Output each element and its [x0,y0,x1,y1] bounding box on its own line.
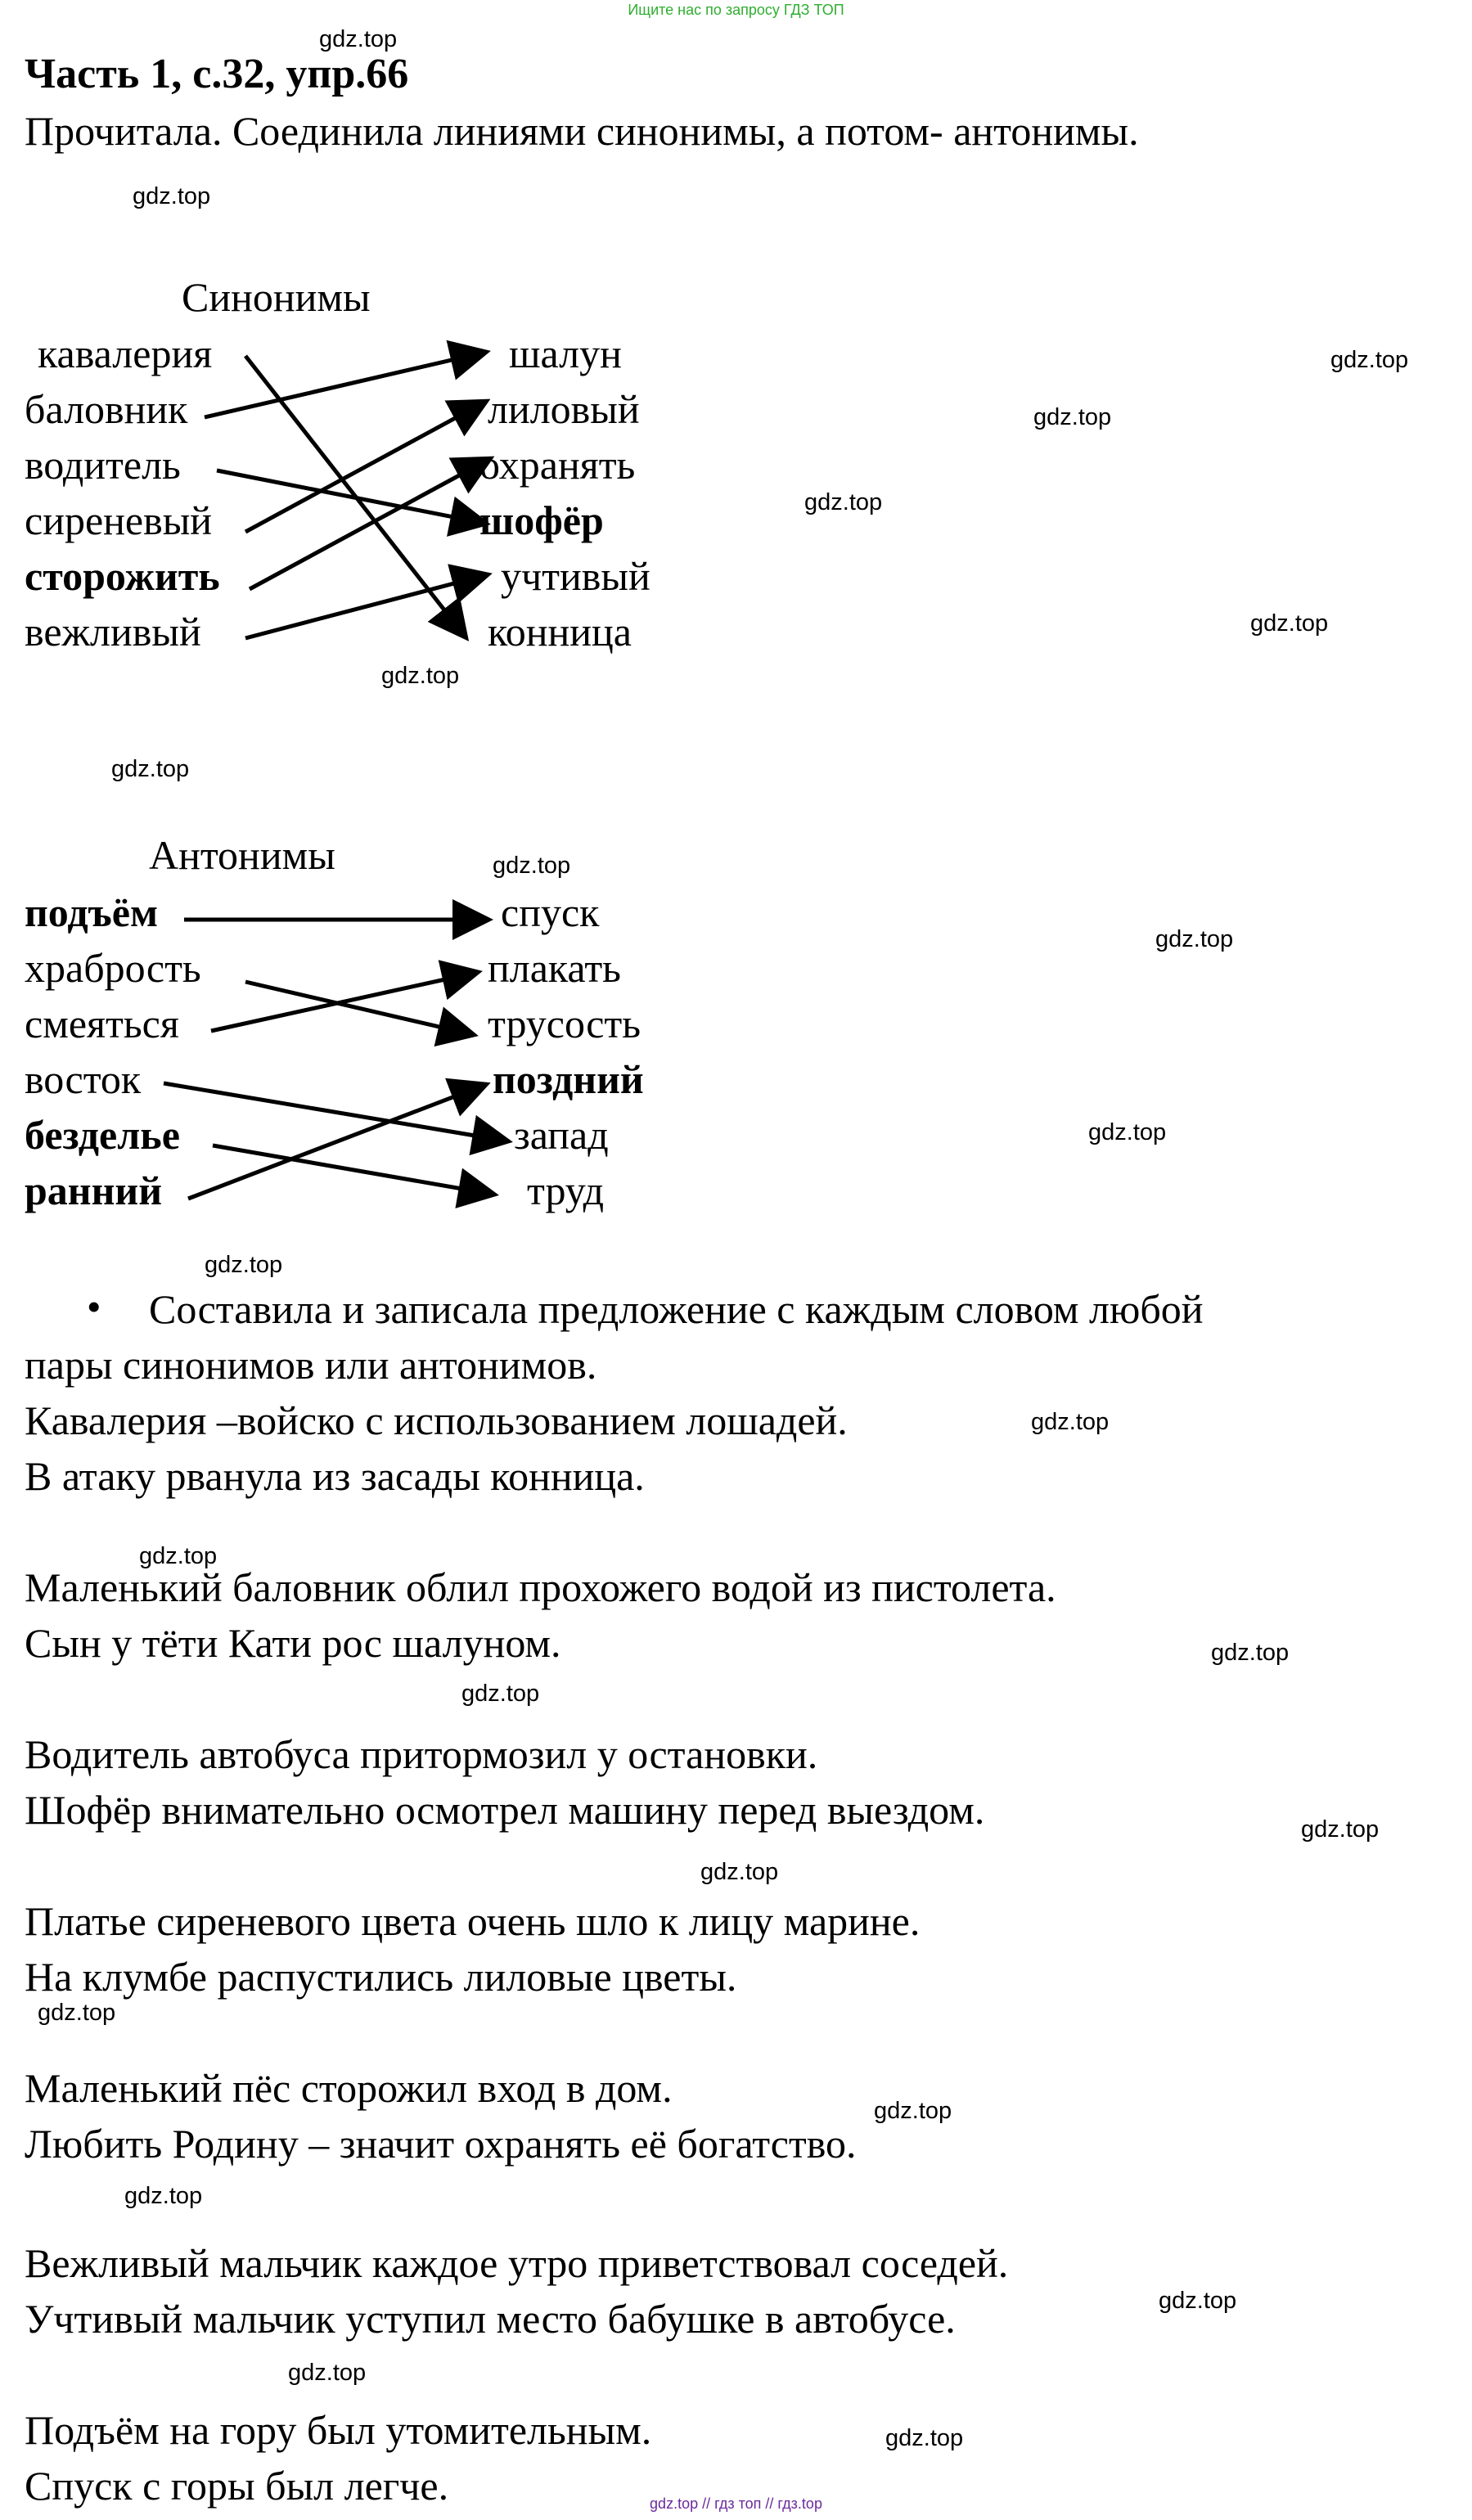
watermark: gdz.top [1031,1409,1110,1435]
syn-left-word: вежливый [25,609,201,655]
top-banner: Ищите нас по запросу ГДЗ ТОП [628,2,844,18]
watermark: gdz.top [38,2000,116,2026]
watermark: gdz.top [1250,610,1329,637]
watermark: gdz.top [205,1252,283,1278]
watermark: gdz.top [1330,347,1409,373]
ant-right-word: трусость [488,1001,641,1046]
sentence: Подъём на гору был утомительным. [25,2407,652,2453]
watermark: gdz.top [133,183,211,209]
arrow-ranny-pozdny [188,1084,487,1199]
page-title: Часть 1, с.32, упр.66 [25,51,409,97]
watermark: gdz.top [1033,404,1112,430]
task-line-1: Составила и записала предложение с каждым словом любой [149,1286,1204,1332]
sentence: Платье сиреневого цвета очень шло к лицу марине. [25,1898,921,1944]
watermark: gdz.top [1155,926,1234,952]
ant-right-word: плакать [488,945,621,991]
ant-right-word: труд [527,1168,605,1213]
bullet: • [87,1284,101,1330]
ant-left-word: храбрость [25,945,201,991]
sentence: Шофёр внимательно осмотрел машину перед выездом. [25,1787,985,1833]
watermark: gdz.top [381,663,460,689]
arrow-vostok-zapad [164,1083,509,1141]
sentence: Маленький баловник облил прохожего водой из пистолета. [25,1564,1056,1610]
synonyms-heading: Синонимы [182,274,371,320]
intro-text: Прочитала. Соединила линиями синонимы, а потом- антонимы. [25,108,1139,154]
footer: gdz.top // гдз топ // гдз.top [650,2495,822,2512]
arrow-vezhlivy-uchtivy [245,574,488,638]
syn-left-word: кавалерия [38,331,213,376]
task-line-2: пары синонимов или антонимов. [25,1342,597,1388]
watermark: gdz.top [111,756,190,782]
sentence: Водитель автобуса притормозил у остановки. [25,1731,818,1777]
watermark: gdz.top [804,489,883,515]
antonyms-heading: Антонимы [149,832,335,878]
syn-left-word: баловник [25,386,188,432]
syn-left-word: сторожить [25,553,220,599]
watermark: gdz.top [874,2098,952,2124]
watermark: gdz.top [1211,1640,1290,1666]
sentence: На клумбе распустились лиловые цветы. [25,1954,737,2000]
sentence: Сын у тёти Кати рос шалуном. [25,1620,561,1666]
syn-right-word: лиловый [488,386,640,432]
syn-left-word: сиреневый [25,497,213,543]
sentence: Маленький пёс сторожил вход в дом. [25,2065,673,2111]
arrow-voditel-shofer [217,470,487,524]
ant-right-word: поздний [493,1056,644,1102]
syn-right-word: учтивый [501,553,650,599]
sentence: Учтивый мальчик уступил место бабушке в автобусе. [25,2296,956,2342]
watermark: gdz.top [1159,2288,1237,2314]
syn-right-word: конница [488,609,632,655]
watermark: gdz.top [1301,1816,1380,1843]
arrow-hrabrost-trusost [245,982,475,1035]
sentence: Вежливый мальчик каждое утро приветствовал соседей. [25,2240,1009,2286]
ant-right-word: запад [514,1112,609,1158]
sentence: В атаку рванула из засады конница. [25,1453,645,1499]
sentence: Любить Родину – значит охранять её богатство. [25,2121,857,2167]
watermark: gdz.top [124,2183,203,2209]
watermark: gdz.top [885,2425,964,2451]
ant-left-word: восток [25,1056,142,1102]
syn-right-word: шофёр [479,497,604,543]
arrow-balovnik-shalun [205,352,487,417]
watermark: gdz.top [319,26,398,52]
ant-right-word: спуск [501,889,600,935]
watermark: gdz.top [139,1543,218,1569]
ant-left-word: смеяться [25,1001,179,1046]
ant-left-word: подъём [25,889,159,935]
sentence: Кавалерия –войско с использованием лошадей. [25,1397,848,1443]
watermark: gdz.top [1088,1119,1167,1145]
syn-right-word: шалун [509,331,622,376]
watermark: gdz.top [288,2360,367,2386]
ant-left-word: безделье [25,1112,180,1158]
arrow-storozhit-ohranyat [250,458,491,589]
watermark: gdz.top [493,853,571,879]
watermark: gdz.top [461,1681,540,1707]
syn-right-word: охранять [479,442,636,488]
syn-left-word: водитель [25,442,181,488]
sentence: Спуск с горы был легче. [25,2463,449,2509]
arrow-bezdelye-trud [213,1145,495,1195]
arrow-smeyatsya-plakat [211,972,479,1031]
ant-left-word: ранний [25,1168,163,1213]
watermark: gdz.top [700,1859,779,1885]
